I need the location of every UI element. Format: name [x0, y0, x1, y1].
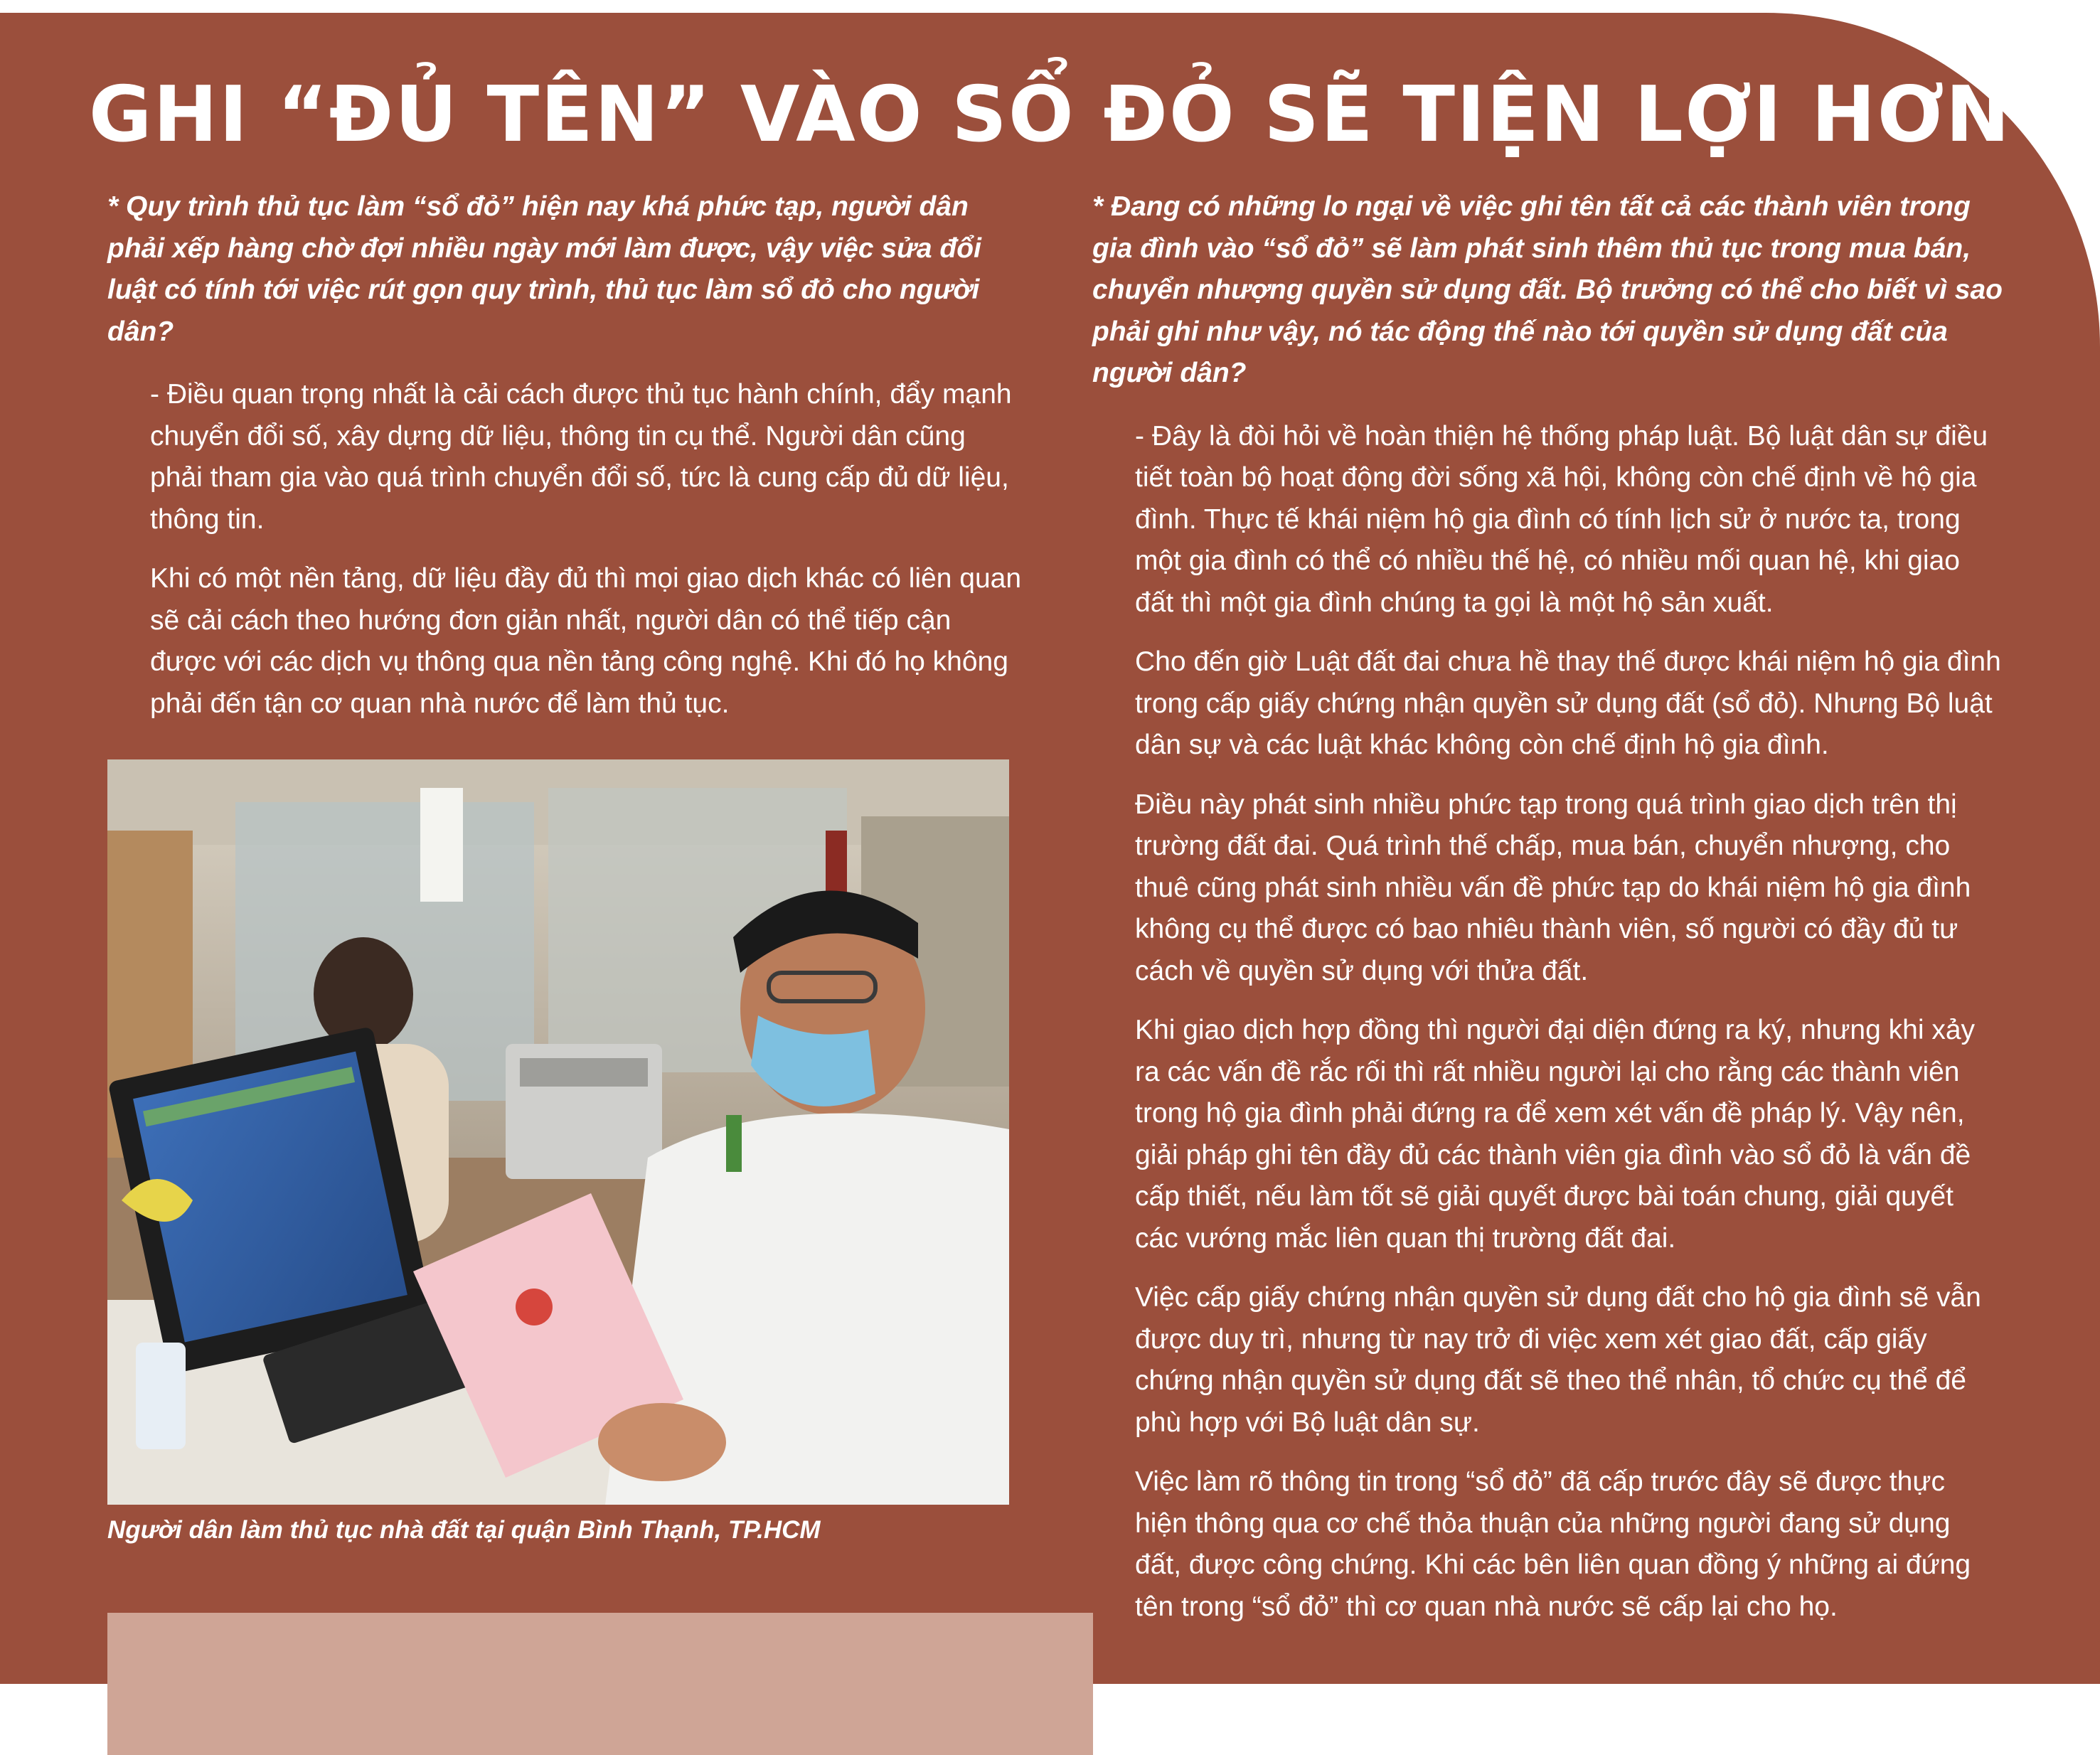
right-answer-paragraph: Việc cấp giấy chứng nhận quyền sử dụng đất cho hộ gia đình sẽ vẫn được duy trì, nhưng từ nay trở đi việc xem xét giao đất, cấp giấy chứng nhận quyền sử dụng đất sẽ theo thể nhân, tổ chức cụ thể để phù hợp với Bộ luật dân sự. [1135, 1282, 1981, 1438]
right-answer-paragraph: Cho đến giờ Luật đất đai chưa hề thay thế được khái niệm hộ gia đình trong cấp giấy chứng nhận quyền sử dụng đất (sổ đỏ). Nhưng Bộ luật dân sự và các luật khác không còn chế định hộ gia đình. [1135, 646, 2001, 760]
photo-caption: Người dân làm thủ tục nhà đất tại quận Bình Thạnh, TP.HCM [107, 1516, 821, 1544]
right-question: * Đang có những lo ngại về việc ghi tên tất cả các thành viên trong gia đình vào “sổ đỏ” sẽ làm phát sinh thêm thủ tục trong mua bán, chuyển nhượng quyền sử dụng đất. Bộ trưởng có thể cho biết vì sao phải ghi như vậy, nó tác động thế nào tới quyền sử dụng đất của người dân? [1092, 191, 2003, 388]
right-answer-paragraph: Khi giao dịch hợp đồng thì người đại diện đứng ra ký, nhưng khi xảy ra các vấn đề rắc rối thì rất nhiều người lại cho rằng các thành viên trong hộ gia đình phải đứng ra để xem xét vấn đề pháp lý. Vậy nên, giải pháp ghi tên đầy đủ các thành viên gia đình vào sổ đỏ là vấn đề cấp thiết, nếu làm tốt sẽ giải quyết được bài toán chung, giải quyết các vướng mắc liên quan thị trường đất đai. [1135, 1015, 1976, 1254]
article-photo [107, 759, 1009, 1505]
left-answer-paragraph: Khi có một nền tảng, dữ liệu đầy đủ thì mọi giao dịch khác có liên quan sẽ cải cách theo hướng đơn giản nhất, người dân có thể tiếp cận được với các dịch vụ thông qua nền tảng công nghệ. Khi đó họ không phải đến tận cơ quan nhà nước để làm thủ tục. [150, 563, 1022, 719]
right-answer-paragraph: Điều này phát sinh nhiều phức tạp trong quá trình giao dịch trên thị trường đất đai. Quá trình thế chấp, mua bán, chuyển nhượng, cho thuê cũng phát sinh nhiều vấn đề phức tạp do khái niệm hộ gia đình không cụ thể được có bao nhiêu thành viên, số người có đầy đủ tư cách về quyền sử dụng với thửa đất. [1135, 789, 1971, 986]
article-title: GHI “ĐỦ TÊN” VÀO SỔ ĐỎ SẼ TIỆN LỢI HƠN [88, 70, 2012, 159]
left-question: * Quy trình thủ tục làm “sổ đỏ” hiện nay khá phức tạp, người dân phải xếp hàng chờ đợi nhiều ngày mới làm được, vậy việc sửa đổi luật có tính tới việc rút gọn quy trình, thủ tục làm sổ đỏ cho người dân? [107, 191, 981, 347]
left-column [107, 186, 1025, 742]
decorative-block [107, 1613, 1093, 1755]
right-column [1092, 186, 2003, 1645]
right-answer-paragraph: - Đây là đòi hỏi về hoàn thiện hệ thống pháp luật. Bộ luật dân sự điều tiết toàn bộ hoạt động đời sống xã hội, không còn chế định về hộ gia đình. Thực tế khái niệm hộ gia đình có tính lịch sử ở nước ta, trong một gia đình có thể có nhiều thế hệ, có nhiều mối quan hệ, khi giao đất thì một gia đình chúng ta gọi là một hộ sản xuất. [1135, 420, 1988, 618]
right-answer-paragraph: Việc làm rõ thông tin trong “sổ đỏ” đã cấp trước đây sẽ được thực hiện thông qua cơ chế thỏa thuận của những người đang sử dụng đất, được công chứng. Khi các bên liên quan đồng ý những ai đứng tên trong “sổ đỏ” thì cơ quan nhà nước sẽ cấp lại cho họ. [1135, 1466, 1971, 1622]
left-answer-paragraph: - Điều quan trọng nhất là cải cách được thủ tục hành chính, đẩy mạnh chuyển đổi số, xây dựng dữ liệu, thông tin cụ thể. Người dân cũng phải tham gia vào quá trình chuyển đổi số, tức là cung cấp đủ dữ liệu, thông tin. [150, 379, 1012, 535]
